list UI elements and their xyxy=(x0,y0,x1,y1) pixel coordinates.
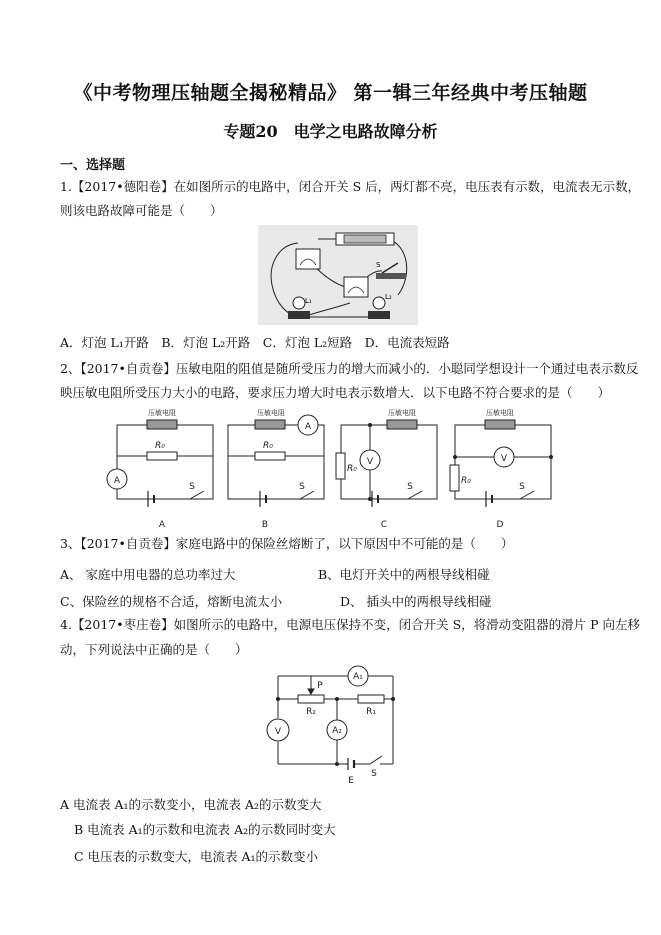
q2-c-pressure-label: 压敏电阻 xyxy=(388,409,416,417)
q2-a-switch-label: S xyxy=(189,482,195,492)
document-subtitle: 专题20 电学之电路故障分析 xyxy=(223,122,438,141)
q4-line2: 动，下列说法中正确的是（ ） xyxy=(60,642,248,657)
q3-option-c: C、保险丝的规格不合适，熔断电流太小 xyxy=(60,594,283,609)
q2-b-r0 xyxy=(255,452,285,460)
q2-d-r0-label: R₀ xyxy=(461,476,471,486)
q4-r1-label: R₁ xyxy=(366,707,376,717)
q1-options: A．灯泡 L₁开路 B．灯泡 L₂开路 C．灯泡 L₂短路 D．电流表短路 xyxy=(60,335,450,350)
q2-d-pressure-label: 压敏电阻 xyxy=(486,409,514,417)
q2-a-r0 xyxy=(147,452,177,460)
q4-circuit-figure xyxy=(258,662,418,787)
q2-a-pressure-resistor xyxy=(147,420,177,429)
q2-d-voltmeter-label: V xyxy=(500,454,508,464)
q2-d-r0 xyxy=(450,465,459,491)
q3-option-d: D、 插头中的两根导线相碰 xyxy=(340,594,492,609)
q4-r2-label: R₂ xyxy=(306,707,316,717)
q4-r2 xyxy=(298,695,324,703)
q2-caption-b: B xyxy=(261,520,269,530)
document-title: 《中考物理压轴题全揭秘精品》 第一辑三年经典中考压轴题 xyxy=(73,82,588,104)
q4-line1: 4.【2017•枣庄卷】如图所示的电路中，电源电压保持不变，闭合开关 S，将滑动变阻器的滑片 P 向左移 xyxy=(60,617,641,632)
q2-caption-c: C xyxy=(380,520,388,530)
q4-option-a: A 电流表 A₁的示数变小，电流表 A₂的示数变大 xyxy=(60,797,322,812)
q4-p-label: P xyxy=(317,681,323,691)
q2-b-switch-label: S xyxy=(299,482,305,492)
q3-option-b: B、电灯开关中的两根导线相碰 xyxy=(318,567,490,582)
q2-a-pressure-label: 压敏电阻 xyxy=(148,409,176,417)
q2-c-voltmeter-label: V xyxy=(366,457,374,467)
q2-b-ammeter-label: A xyxy=(304,422,312,432)
q2-line2: 映压敏电阻所受压力大小的电路，要求压力增大时电表示数增大．以下电路不符合要求的是（ ） xyxy=(60,385,611,400)
q4-a1-label: A₁ xyxy=(353,672,363,682)
q2-c-switch-label: S xyxy=(407,482,413,492)
section-heading: 一、选择题 xyxy=(60,158,126,173)
q1-line2: 则该电路故障可能是（ ） xyxy=(60,203,223,218)
q3-option-a: A、 家庭中用电器的总功率过大 xyxy=(60,567,236,582)
q2-a-r0-label: R₀ xyxy=(155,441,165,451)
q1-circuit-figure xyxy=(258,225,418,325)
q2-d-pressure-resistor xyxy=(485,420,515,429)
q1-lamp2-label: L₂ xyxy=(385,293,392,301)
q2-caption-d: D xyxy=(496,520,504,530)
q1-line1: 1.【2017•德阳卷】在如图所示的电路中，闭合开关 S 后，两灯都不亮，电压表有示数，电流表无示数， xyxy=(60,179,641,194)
q4-s-label: S xyxy=(371,769,377,779)
q2-b-pressure-resistor xyxy=(255,420,285,429)
q2-a-ammeter-label: A xyxy=(113,476,121,486)
q2-caption-a: A xyxy=(158,520,166,530)
q1-switch-label: S xyxy=(376,261,381,269)
q4-option-b: B 电流表 A₁的示数和电流表 A₂的示数同时变大 xyxy=(74,822,336,837)
q2-c-r0-label: R₀ xyxy=(347,464,357,474)
q4-e-label: E xyxy=(348,776,354,786)
q4-a2-label: A₂ xyxy=(332,726,342,736)
q2-b-pressure-label: 压敏电阻 xyxy=(257,409,285,417)
q4-v-label: V xyxy=(274,727,282,737)
q1-lamp1-label: L₁ xyxy=(305,297,312,305)
q2-circuit-figure xyxy=(100,405,570,535)
q4-r1 xyxy=(358,695,384,703)
q2-c-r0 xyxy=(336,453,345,479)
q2-line1: 2、【2017•自贡卷】压敏电阻的阻值是随所受压力的增大而减小的．小聪同学想设计一个通过电表示数反 xyxy=(60,361,639,376)
q3-line1: 3、【2017•自贡卷】家庭电路中的保险丝熔断了，以下原因中不可能的是（ ） xyxy=(60,536,514,551)
q2-d-switch-label: S xyxy=(519,482,525,492)
q2-b-r0-label: R₀ xyxy=(263,441,273,451)
q2-c-pressure-resistor xyxy=(387,420,417,429)
q4-option-c: C 电压表的示数变大，电流表 A₁的示数变小 xyxy=(74,849,319,864)
q2-circuit-a-frame xyxy=(117,425,213,499)
